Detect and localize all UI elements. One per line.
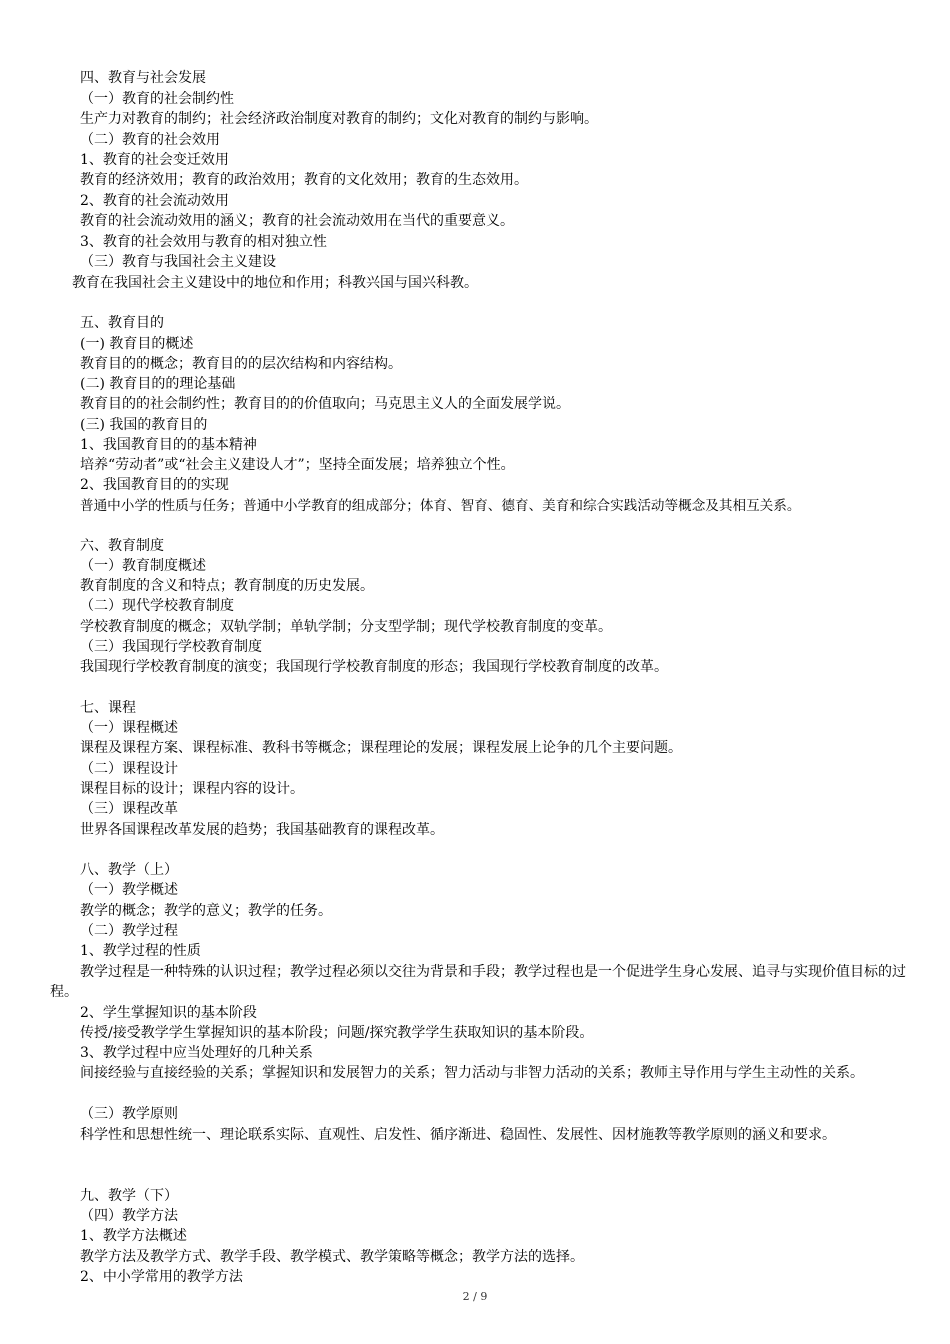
body-line: 教育目的的社会制约性；教育目的的价值取向；马克思主义人的全面发展学说。: [80, 396, 570, 412]
body-line: 普通中小学的性质与任务；普通中小学教育的组成部分；体育、智育、德育、美育和综合实践活动等概念及其相互关系。: [80, 498, 801, 514]
body-line: 我国现行学校教育制度的演变；我国现行学校教育制度的形态；我国现行学校教育制度的改革。: [80, 659, 668, 675]
subsection-heading: （三）课程改革: [80, 801, 178, 817]
subsection-heading: （二）教学过程: [80, 923, 178, 939]
body-line: 教育的社会流动效用的涵义；教育的社会流动效用在当代的重要意义。: [80, 213, 514, 229]
body-line: 教育制度的含义和特点；教育制度的历史发展。: [80, 578, 374, 594]
body-paragraph: 科学性和思想性统一、理论联系实际、直观性、启发性、循序渐进、稳固性、发展性、因材施教等教学原则的涵义和要求。: [80, 1127, 836, 1143]
body-line: 培养“劳动者”或“社会主义建设人才”；坚持全面发展；培养独立个性。: [80, 457, 515, 473]
item-heading: 2、学生掌握知识的基本阶段: [80, 1005, 257, 1021]
subsection-heading: （二）课程设计: [80, 761, 178, 777]
subsection-heading: (三) 我国的教育目的: [80, 417, 208, 433]
section-heading: 八、教学（上）: [80, 862, 178, 878]
subsection-heading: （三）教育与我国社会主义建设: [80, 254, 276, 270]
item-heading: 3、教学过程中应当处理好的几种关系: [80, 1045, 313, 1061]
item-heading: 2、中小学常用的教学方法: [80, 1269, 243, 1285]
subsection-heading: （一）教育的社会制约性: [80, 91, 234, 107]
body-line: 课程及课程方案、课程标准、教科书等概念；课程理论的发展；课程发展上论争的几个主要问题。: [80, 740, 682, 756]
body-line: 教学的概念；教学的意义；教学的任务。: [80, 903, 332, 919]
body-line: 学校教育制度的概念；双轨学制；单轨学制；分支型学制；现代学校教育制度的变革。: [80, 619, 612, 635]
body-line: 教育在我国社会主义建设中的地位和作用；科教兴国与国兴科教。: [72, 275, 478, 291]
subsection-heading: （四）教学方法: [80, 1208, 178, 1224]
section-heading: 七、课程: [80, 700, 136, 716]
item-heading: 2、我国教育目的的实现: [80, 477, 229, 493]
subsection-heading: （一）教育制度概述: [80, 558, 206, 574]
section-heading: 六、教育制度: [80, 538, 164, 554]
subsection-heading: (一) 教育目的概述: [80, 336, 194, 352]
section-heading: 九、教学（下）: [80, 1188, 178, 1204]
body-line: 生产力对教育的制约；社会经济政治制度对教育的制约；文化对教育的制约与影响。: [80, 111, 598, 127]
page-number: 2 / 9: [462, 1290, 488, 1303]
body-line: 教育的经济效用；教育的政治效用；教育的文化效用；教育的生态效用。: [80, 172, 528, 188]
body-line: 传授/接受教学学生掌握知识的基本阶段；问题/探究教学学生获取知识的基本阶段。: [80, 1025, 594, 1041]
body-line: 课程目标的设计；课程内容的设计。: [80, 781, 304, 797]
subsection-heading: （二）现代学校教育制度: [80, 598, 234, 614]
section-heading: 四、教育与社会发展: [80, 70, 206, 86]
item-heading: 1、教学过程的性质: [80, 943, 201, 959]
body-line: 教学方法及教学方式、教学手段、教学模式、教学策略等概念；教学方法的选择。: [80, 1249, 584, 1265]
section-heading: 五、教育目的: [80, 315, 164, 331]
body-line: 教育目的的概念；教育目的的层次结构和内容结构。: [80, 356, 402, 372]
item-heading: 3、教育的社会效用与教育的相对独立性: [80, 234, 327, 250]
item-heading: 2、教育的社会流动效用: [80, 193, 229, 209]
subsection-heading: （三）我国现行学校教育制度: [80, 639, 262, 655]
body-paragraph: 间接经验与直接经验的关系；掌握知识和发展智力的关系；智力活动与非智力活动的关系；教师主导作用与学生主动性的关系。: [80, 1065, 864, 1081]
subsection-heading: （一）教学概述: [80, 882, 178, 898]
body-line: 世界各国课程改革发展的趋势；我国基础教育的课程改革。: [80, 822, 444, 838]
subsection-heading: （一）课程概述: [80, 720, 178, 736]
item-heading: 1、我国教育目的的基本精神: [80, 437, 257, 453]
item-heading: 1、教育的社会变迁效用: [80, 152, 229, 168]
subsection-heading: （三）教学原则: [80, 1106, 178, 1122]
item-heading: 1、教学方法概述: [80, 1228, 187, 1244]
body-paragraph: 教学过程是一种特殊的认识过程；教学过程必须以交往为背景和手段；教学过程也是一个促进学生身心发展、追寻与实现价值目标的过程。: [50, 964, 906, 1000]
subsection-heading: (二) 教育目的的理论基础: [80, 376, 236, 392]
subsection-heading: （二）教育的社会效用: [80, 132, 220, 148]
